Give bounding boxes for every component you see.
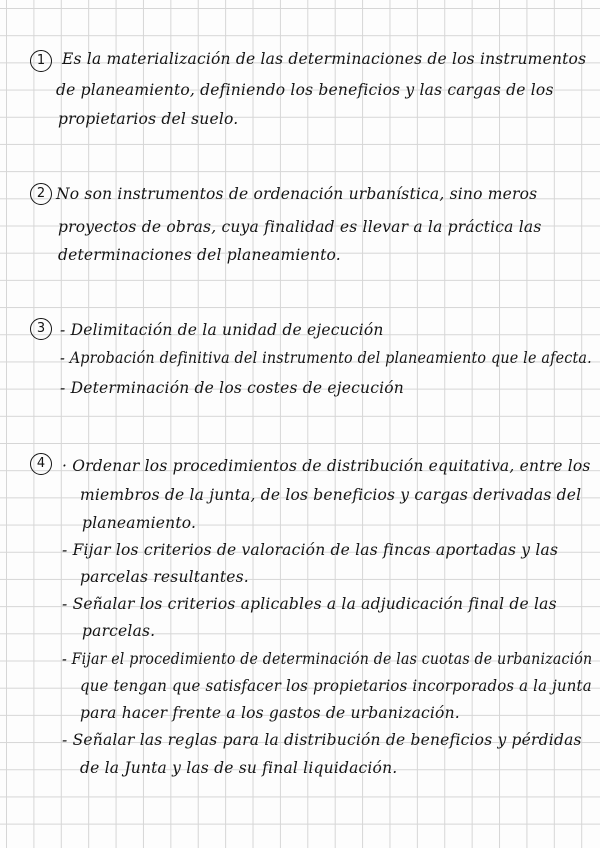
text-line: - Señalar los criterios aplicables a la adjudicación final de las [62, 595, 557, 613]
text-line: para hacer frente a los gastos de urbanización. [80, 704, 460, 722]
text-line: miembros de la junta, de los beneficios y cargas derivadas del [80, 486, 582, 504]
text-line: que tengan que satisfacer los propietarios incorporados a la junta [80, 677, 592, 695]
text-line: determinaciones del planeamiento. [58, 246, 341, 264]
text-line: planeamiento. [82, 514, 197, 532]
text-line: parcelas. [82, 622, 156, 640]
text-line: de la Junta y las de su final liquidación. [80, 759, 398, 777]
text-line: - Aprobación definitiva del instrumento del planeamiento que le afecta. [60, 349, 592, 367]
text-line: proyectos de obras, cuya finalidad es llevar a la práctica las [58, 218, 542, 236]
text-line: - Fijar los criterios de valoración de las fincas aportadas y las [62, 541, 559, 559]
text-line: No son instrumentos de ordenación urbanística, sino meros [56, 185, 538, 203]
text-line: - Fijar el procedimiento de determinación de las cuotas de urbanización [62, 650, 593, 668]
text-line: propietarios del suelo. [58, 110, 239, 128]
text-line: - Delimitación de la unidad de ejecución [60, 321, 384, 339]
text-line: parcelas resultantes. [80, 568, 249, 586]
circled-number: 4 [30, 453, 52, 475]
text-line: - Determinación de los costes de ejecución [60, 379, 404, 397]
circled-number: 2 [30, 183, 52, 205]
text-line: · Ordenar los procedimientos de distribución equitativa, entre los [62, 457, 591, 475]
text-line: Es la materialización de las determinaciones de los instrumentos [62, 50, 587, 68]
text-line: de planeamiento, definiendo los beneficios y las cargas de los [56, 81, 554, 99]
circled-number: 3 [30, 318, 52, 340]
text-line: - Señalar las reglas para la distribución de beneficios y pérdidas [62, 731, 582, 749]
circled-number: 1 [30, 50, 52, 72]
